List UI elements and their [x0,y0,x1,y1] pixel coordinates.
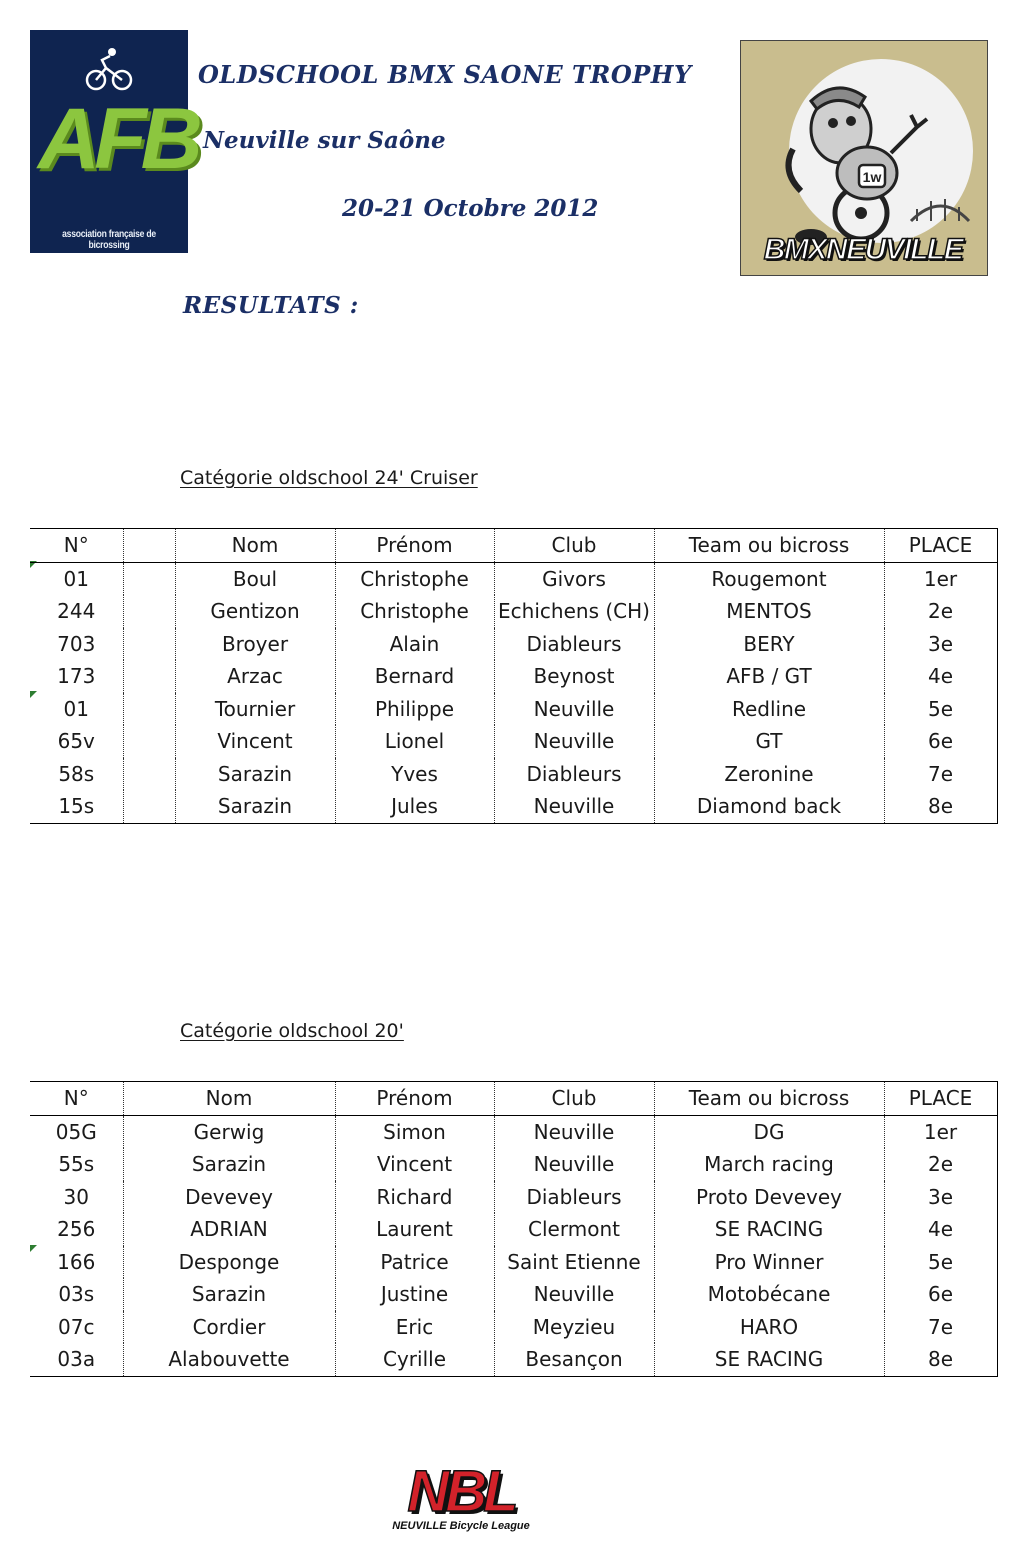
cell-nom: Vincent [175,725,335,758]
cell-number: 01 [63,696,89,721]
cell-prenom: Justine [335,1278,494,1311]
cell-prenom: Vincent [335,1148,494,1181]
cell-number: 65v [57,729,95,754]
cell-club: Neuville [494,1278,654,1311]
cell-prenom: Lionel [335,725,494,758]
table-row [30,628,997,661]
event-location: Neuville sur Saône [203,127,446,154]
cell-place: 8e [884,1343,997,1376]
cell-club: Neuville [494,725,654,758]
cell-nom: Cordier [123,1311,335,1344]
cell-blank [123,660,175,693]
results-heading: RESULTATS : [183,292,359,319]
cell-number: 244 [57,599,96,624]
cell-club: Diableurs [494,628,654,661]
cell-number: 03a [57,1347,96,1372]
table-row [30,1343,997,1376]
cell-nom: Arzac [175,660,335,693]
cell-number: 173 [57,664,96,689]
cell-nom: Sarazin [175,790,335,823]
cell-blank [123,758,175,791]
table-row [30,1148,997,1181]
cell-prenom: Alain [335,628,494,661]
cell-team: SE RACING [654,1213,884,1246]
cell-prenom: Richard [335,1181,494,1214]
col-header-prenom: Prénom [335,1082,494,1116]
col-header-blank [123,529,175,563]
cell-team: BERY [654,628,884,661]
cell-blank [123,628,175,661]
cell-place: 2e [884,595,997,628]
cell-place: 7e [884,758,997,791]
col-header-place: PLACE [884,529,997,563]
table-row [30,1213,997,1246]
cell-nom: Gentizon [175,595,335,628]
cell-place: 4e [884,1213,997,1246]
nbl-logo-letters: NBL [407,1459,515,1524]
cell-place: 4e [884,660,997,693]
cell-nom: Alabouvette [123,1343,335,1376]
cell-place: 3e [884,628,997,661]
table-row [30,790,997,823]
cell-club: Beynost [494,660,654,693]
cell-club: Neuville [494,1148,654,1181]
cell-prenom: Jules [335,790,494,823]
table-row [30,660,997,693]
col-header-team: Team ou bicross [654,1082,884,1116]
cell-nom: Gerwig [123,1115,335,1148]
table-row [30,1311,997,1344]
cell-place: 7e [884,1311,997,1344]
cell-blank [123,790,175,823]
cell-prenom: Eric [335,1311,494,1344]
cell-team: Proto Devevey [654,1181,884,1214]
cell-place: 1er [884,562,997,595]
cell-place: 8e [884,790,997,823]
cell-team: Diamond back [654,790,884,823]
cell-club: Diableurs [494,1181,654,1214]
table-row [30,758,997,791]
cell-number: 07c [58,1314,95,1339]
event-dates: 20-21 Octobre 2012 [342,195,599,222]
cell-team: Zeronine [654,758,884,791]
col-header-number: N° [63,1086,89,1111]
nbl-logo-caption: NEUVILLE Bicycle League [392,1520,530,1532]
cell-number: 05G [55,1119,97,1144]
category-1-title: Catégorie oldschool 24' Cruiser [180,467,478,489]
cell-number: 30 [63,1184,89,1209]
cell-team: SE RACING [654,1343,884,1376]
cell-place: 2e [884,1148,997,1181]
cell-team: Rougemont [654,562,884,595]
cell-number: 58s [58,761,95,786]
cell-club: Clermont [494,1213,654,1246]
cell-team: MENTOS [654,595,884,628]
cell-prenom: Bernard [335,660,494,693]
table-header-row [30,529,997,563]
cell-place: 3e [884,1181,997,1214]
cell-prenom: Cyrille [335,1343,494,1376]
cell-team: March racing [654,1148,884,1181]
cell-nom: Tournier [175,693,335,726]
cell-nom: Boul [175,562,335,595]
cell-prenom: Simon [335,1115,494,1148]
afb-logo-caption: association française de bicrossing [62,229,156,251]
cell-club: Meyzieu [494,1311,654,1344]
col-header-team: Team ou bicross [654,529,884,563]
cell-team: Motobécane [654,1278,884,1311]
category-2-title: Catégorie oldschool 20' [180,1020,404,1042]
col-header-prenom: Prénom [335,529,494,563]
cell-blank [123,693,175,726]
cell-nom: Sarazin [175,758,335,791]
cell-team: DG [654,1115,884,1148]
cell-team: Redline [654,693,884,726]
cell-prenom: Laurent [335,1213,494,1246]
cell-place: 1er [884,1115,997,1148]
table-row [30,1181,997,1214]
cell-team: AFB / GT [654,660,884,693]
cell-club: Saint Etienne [494,1246,654,1279]
cell-nom: Desponge [123,1246,335,1279]
cell-blank [123,595,175,628]
cell-blank [123,725,175,758]
afb-logo-letters: AFB [38,91,197,187]
results-table-20inch [30,1081,998,1377]
cell-blank [123,562,175,595]
cell-number: 166 [57,1249,96,1274]
bmx-neuville-logo-text: BMXNEUVILLE [763,233,963,266]
cell-place: 5e [884,693,997,726]
table-row [30,693,997,726]
cell-prenom: Patrice [335,1246,494,1279]
event-title: OLDSCHOOL BMX SAONE TROPHY [198,60,692,89]
cell-club: Neuville [494,790,654,823]
cell-number: 15s [58,794,95,819]
nbl-logo [372,1459,550,1538]
afb-logo [30,30,197,253]
cell-team: HARO [654,1311,884,1344]
table-row [30,1246,997,1279]
col-header-nom: Nom [123,1082,335,1116]
cell-prenom: Philippe [335,693,494,726]
col-header-place: PLACE [884,1082,997,1116]
results-table-cruiser [30,528,998,824]
cell-team: Pro Winner [654,1246,884,1279]
cell-prenom: Christophe [335,595,494,628]
table-row [30,725,997,758]
cell-place: 6e [884,1278,997,1311]
cell-club: Diableurs [494,758,654,791]
race-plate-text: 1w [862,169,882,185]
col-header-nom: Nom [175,529,335,563]
cell-club: Neuville [494,1115,654,1148]
table-header-row [30,1082,997,1116]
cell-place: 6e [884,725,997,758]
cell-number: 55s [58,1152,95,1177]
cell-number: 703 [57,631,96,656]
cell-number: 01 [63,566,89,591]
cell-nom: Broyer [175,628,335,661]
bmx-neuville-logo [740,40,988,276]
cell-nom: Devevey [123,1181,335,1214]
cell-club: Neuville [494,693,654,726]
cell-prenom: Yves [335,758,494,791]
cell-club: Givors [494,562,654,595]
table-row [30,562,997,595]
cell-nom: Sarazin [123,1278,335,1311]
cell-number: 256 [57,1217,96,1242]
cell-club: Besançon [494,1343,654,1376]
cell-nom: Sarazin [123,1148,335,1181]
col-header-club: Club [494,1082,654,1116]
cell-number: 03s [58,1282,95,1307]
cell-place: 5e [884,1246,997,1279]
cell-nom: ADRIAN [123,1213,335,1246]
table-row [30,1278,997,1311]
cell-team: GT [654,725,884,758]
table-row [30,1115,997,1148]
cell-prenom: Christophe [335,562,494,595]
col-header-club: Club [494,529,654,563]
col-header-number: N° [63,533,89,558]
table-row [30,595,997,628]
cell-club: Echichens (CH) [494,595,654,628]
